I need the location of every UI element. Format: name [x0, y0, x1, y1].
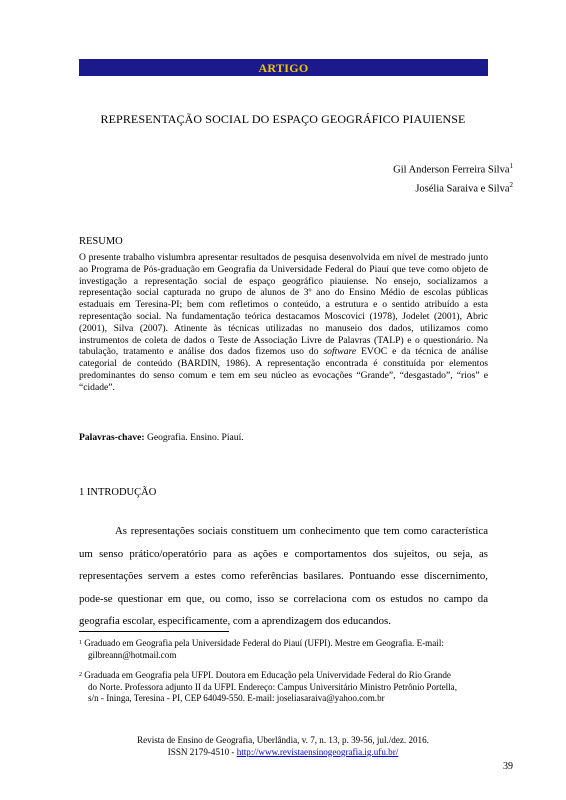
issn: ISSN 2179-4510 - [167, 746, 237, 757]
article-type-banner [79, 59, 488, 76]
footnote-ref[interactable]: 2 [509, 180, 513, 189]
footnote-1 [79, 638, 499, 661]
abstract-italic-word: software [323, 346, 357, 358]
footnote-text: Graduada em Geografia pela UFPI. Doutora em Educação pela Univervidade Federal do Rio Grande [84, 670, 451, 680]
footnote-number: 1 [79, 640, 82, 646]
footnote-2 [79, 670, 499, 705]
abstract-heading: RESUMO [79, 236, 123, 247]
article-type-label: ARTIGO [258, 61, 309, 75]
author-2 [393, 178, 513, 197]
author-list [393, 159, 513, 196]
keywords-value: Geografia. Ensino. Piauí. [144, 432, 244, 443]
keywords-label: Palavras-chave: [79, 432, 145, 443]
author-1 [393, 159, 513, 178]
footnote-divider [79, 631, 229, 632]
body-paragraph: As representações sociais constituem um conhecimento que tem como característica um senso prático/operatório para as ações e comportamentos dos sujeitos, ou seja, as representações servem a estes como referências basilares. Pontuando esse discernimento, pode-se questionar em que, ou como, isso se correlaciona com os estudos no campo da geografia escolar, especificamente, com a aprendizagem dos educandos. [79, 525, 488, 628]
section-heading: 1 INTRODUÇÃO [79, 487, 157, 498]
abstract-text [79, 252, 488, 394]
journal-footer [0, 735, 566, 758]
journal-citation: Revista de Ensino de Geografia, Uberlândia, v. 7, n. 13, p. 39-56, jul./dez. 2016. [137, 735, 429, 745]
footnote-ref[interactable]: 1 [509, 162, 513, 170]
footnote-email: gilbreann@hotmail.com [88, 649, 177, 660]
footnote-number: 2 [79, 672, 82, 678]
author-name: Gil Anderson Ferreira Silva [393, 164, 510, 176]
footnote-text: Graduado em Geografia pela Universidade Federal do Piauí (UFPI). Mestre em Geografia. E-mail: [84, 638, 444, 648]
abstract-text-part: EVOC e da técnica de análise categorial de conteúdo (BARDIN, 1986). A representação encontrada é constituída por elementos predominantes do senso comum e tem em seu núcleo as evocações “Grande”, “desgastado”, “rios” e “cidade”. [79, 346, 488, 393]
footnote-text: do Norte. Professora adjunto II da UFPI. Endereço: Campus Universitário Ministro Petrônio Portella, [88, 681, 457, 692]
footnote-text: s/n - Ininga, Teresina - PI, CEP 64049-550. E-mail: joseliasaraiva@yahoo.com.br [88, 693, 385, 704]
article-title: REPRESENTAÇÃO SOCIAL DO ESPAÇO GEOGRÁFICO PIAUIENSE [100, 112, 466, 126]
issn-line [0, 747, 566, 759]
abstract-text-part: O presente trabalho vislumbra apresentar resultados de pesquisa desenvolvida em nível de mestrado junto ao Programa de Pós-graduação em Geografia da Universidade Federal do Piauí que teve como objeto de investigação a representação social de espaço geográfico piauiense. No ensejo, socializamos a representação social capturada no grupo de alunos de 3º ano do Ensino Médio de escolas públicas estaduais em Teresina-PI; bem com refletimos o conteúdo, a estrutura e o sentido atribuído a esta representação social. Na fundamentação teórica destacamos Moscovici (1978), Jodelet (2001), Abric (2001), Silva (2007). Atinente às técnicas utilizadas no manuseio dos dados, utilizamos como instrumentos de coleta de dados o Teste de Associação Livre de Palavras (TALP) e o questionário. Na tabulação, tratamento e análise dos dados fizemos uso do [79, 252, 488, 358]
page-number: 39 [503, 761, 513, 772]
author-name: Josélia Saraiva e Silva [415, 183, 510, 194]
journal-url-link[interactable]: http://www.revistaensinogeografia.ig.ufu.br/ [236, 746, 399, 757]
keywords [79, 432, 244, 443]
